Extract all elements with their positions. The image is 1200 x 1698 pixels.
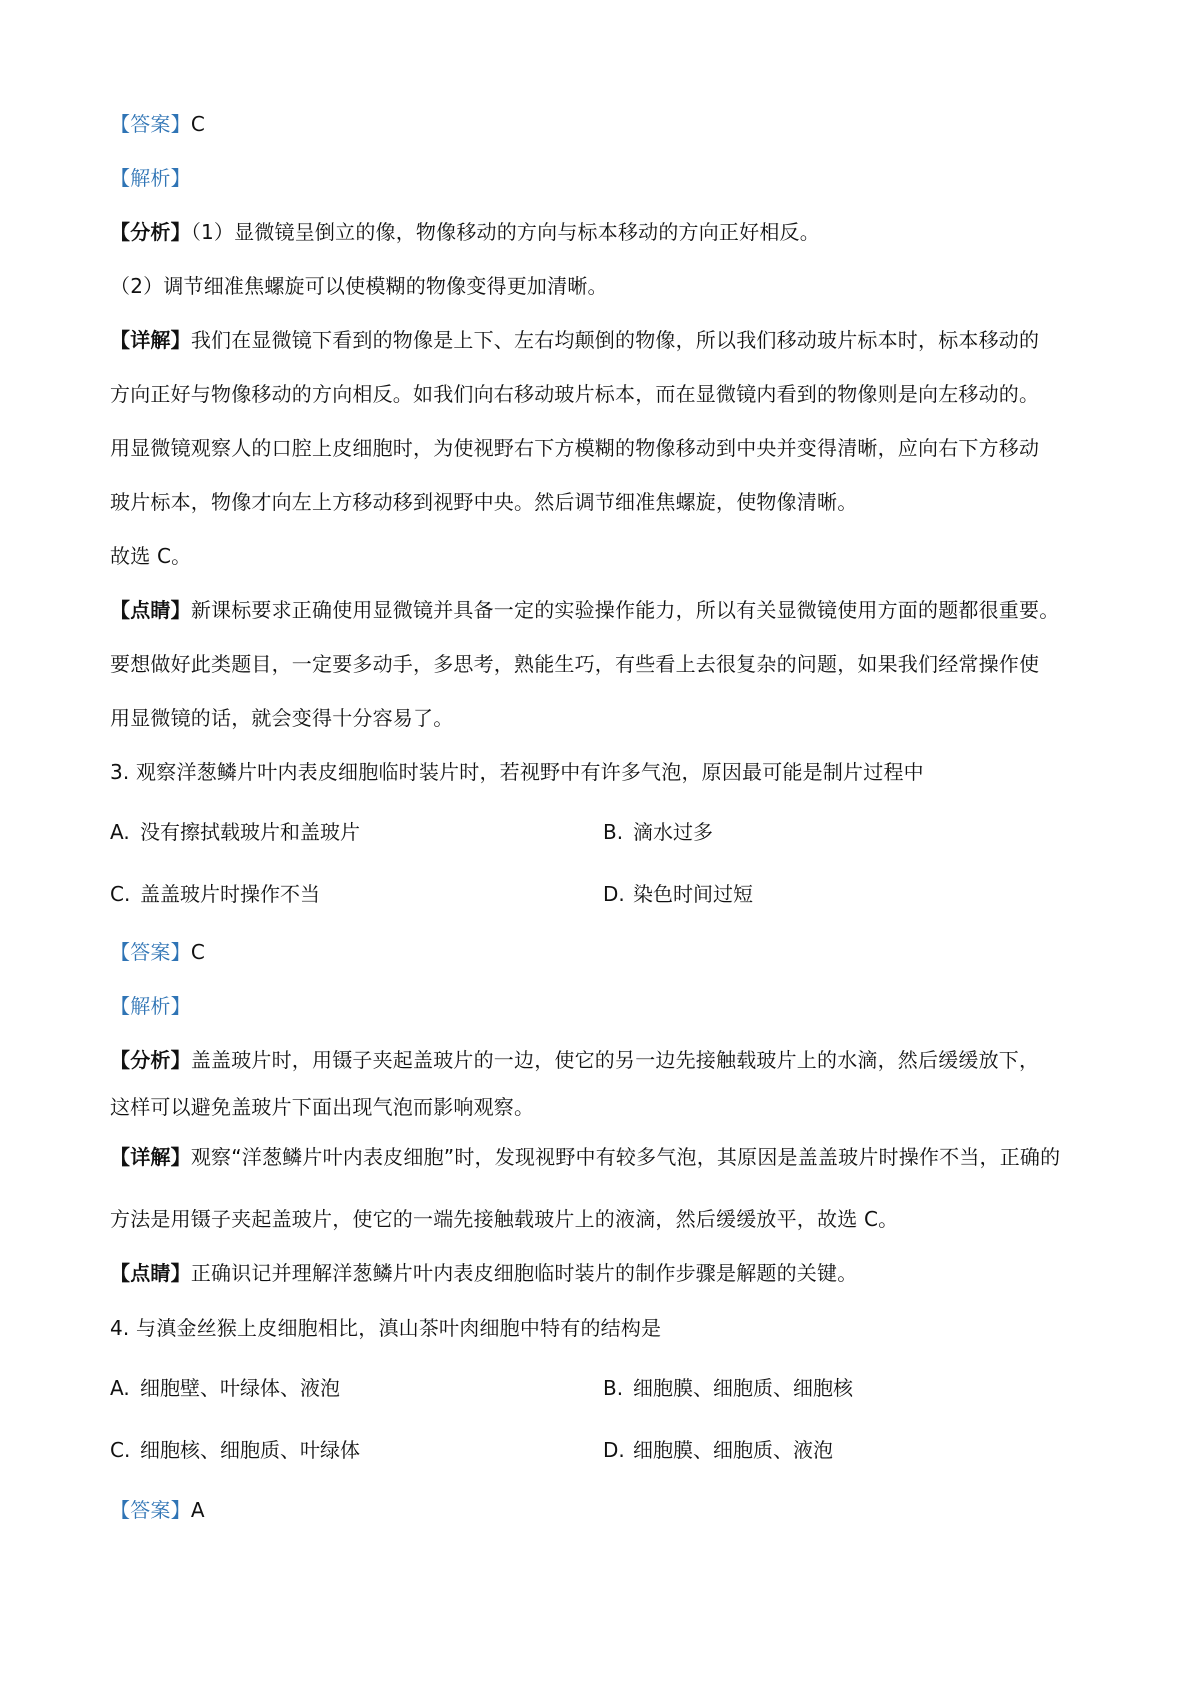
q3-comment-line [110,1259,857,1287]
detail-text: 观察“洋葱鳞片叶内表皮细胞”时，发现视野中有较多气泡，其原因是盖盖玻片时操作不当，正确的 [190,1145,1061,1169]
q4-option-d [603,1436,833,1464]
q3-option-b [603,818,713,846]
option-text: 没有擦拭载玻片和盖玻片 [140,820,360,844]
comment-label: 【点睛】 [110,1261,191,1285]
detail-label: 【详解】 [110,328,191,352]
option-letter: A. [110,1376,130,1400]
q2-fenxi-line-2: （2）调节细准焦螺旋可以使模糊的物像变得更加清晰。 [110,274,608,298]
q2-fenxi-line-1 [110,218,820,246]
answer-value: C [190,112,205,136]
detail-text: 我们在显微镜下看到的物像是上下、左右均颠倒的物像，所以我们移动玻片标本时，标本移动的 [190,328,1040,352]
q2-analysis-label: 【解析】 [110,166,191,190]
q4-option-a [110,1374,340,1402]
answer-label: 【答案】 [110,112,191,136]
q2-answer-line [110,110,205,138]
q3-fenxi-line-1 [110,1046,1039,1074]
answer-label: 【答案】 [110,1498,191,1522]
q2-detail-line-3: 用显微镜观察人的口腔上皮细胞时，为使视野右下方模糊的物像移动到中央并变得清晰，应向右下方移动 [110,436,1040,460]
q3-answer-line [110,938,205,966]
detail-label: 【详解】 [110,1145,191,1169]
q3-option-c [110,880,320,908]
option-letter: D. [603,1438,625,1462]
fenxi-label: 【分析】 [110,220,191,244]
comment-text: 新课标要求正确使用显微镜并具备一定的实验操作能力，所以有关显微镜使用方面的题都很重要。 [190,598,1060,622]
q3-fenxi-line-2: 这样可以避免盖玻片下面出现气泡而影响观察。 [110,1095,535,1119]
option-letter: A. [110,820,130,844]
q3-detail-line-1 [110,1143,1060,1171]
q2-comment-line-2: 要想做好此类题目，一定要多动手，多思考，熟能生巧，有些看上去很复杂的问题，如果我们经常操作使 [110,652,1040,676]
fenxi-text: 盖盖玻片时，用镊子夹起盖玻片的一边，使它的另一边先接触载玻片上的水滴，然后缓缓放下， [190,1048,1040,1072]
answer-value: C [190,940,205,964]
option-text: 细胞膜、细胞质、细胞核 [633,1376,853,1400]
answer-value: A [190,1498,205,1522]
option-letter: C. [110,882,131,906]
q4-option-c [110,1436,360,1464]
option-text: 细胞核、细胞质、叶绿体 [140,1438,360,1462]
q3-option-d [603,880,753,908]
fenxi-label: 【分析】 [110,1048,191,1072]
q2-comment-line-3: 用显微镜的话，就会变得十分容易了。 [110,706,454,730]
q3-option-a [110,818,360,846]
option-letter: B. [603,1376,624,1400]
q2-comment-line-1 [110,596,1059,624]
option-letter: C. [110,1438,131,1462]
q2-detail-line-1 [110,326,1039,354]
comment-label: 【点睛】 [110,598,191,622]
option-letter: B. [603,820,624,844]
q3-analysis-label: 【解析】 [110,994,191,1018]
q2-choose-line: 故选 C。 [110,544,192,568]
q4-question: 4. 与滇金丝猴上皮细胞相比，滇山茶叶肉细胞中特有的结构是 [110,1316,662,1340]
option-text: 细胞壁、叶绿体、液泡 [140,1376,340,1400]
answer-label: 【答案】 [110,940,191,964]
q3-question: 3. 观察洋葱鳞片叶内表皮细胞临时装片时，若视野中有许多气泡，原因最可能是制片过程中 [110,760,924,784]
q2-detail-line-2: 方向正好与物像移动的方向相反。如我们向右移动玻片标本，而在显微镜内看到的物像则是向左移动的。 [110,382,1040,406]
option-text: 盖盖玻片时操作不当 [140,882,320,906]
option-text: 细胞膜、细胞质、液泡 [633,1438,833,1462]
comment-text: 正确识记并理解洋葱鳞片叶内表皮细胞临时装片的制作步骤是解题的关键。 [190,1261,858,1285]
fenxi-text: （1）显微镜呈倒立的像，物像移动的方向与标本移动的方向正好相反。 [190,220,820,244]
q4-answer-line [110,1496,205,1524]
option-text: 染色时间过短 [633,882,753,906]
q3-detail-line-2: 方法是用镊子夹起盖玻片，使它的一端先接触载玻片上的液滴，然后缓缓放平，故选 C。 [110,1207,899,1231]
q4-option-b [603,1374,853,1402]
option-letter: D. [603,882,625,906]
option-text: 滴水过多 [633,820,713,844]
q2-detail-line-4: 玻片标本，物像才向左上方移动移到视野中央。然后调节细准焦螺旋，使物像清晰。 [110,490,858,514]
